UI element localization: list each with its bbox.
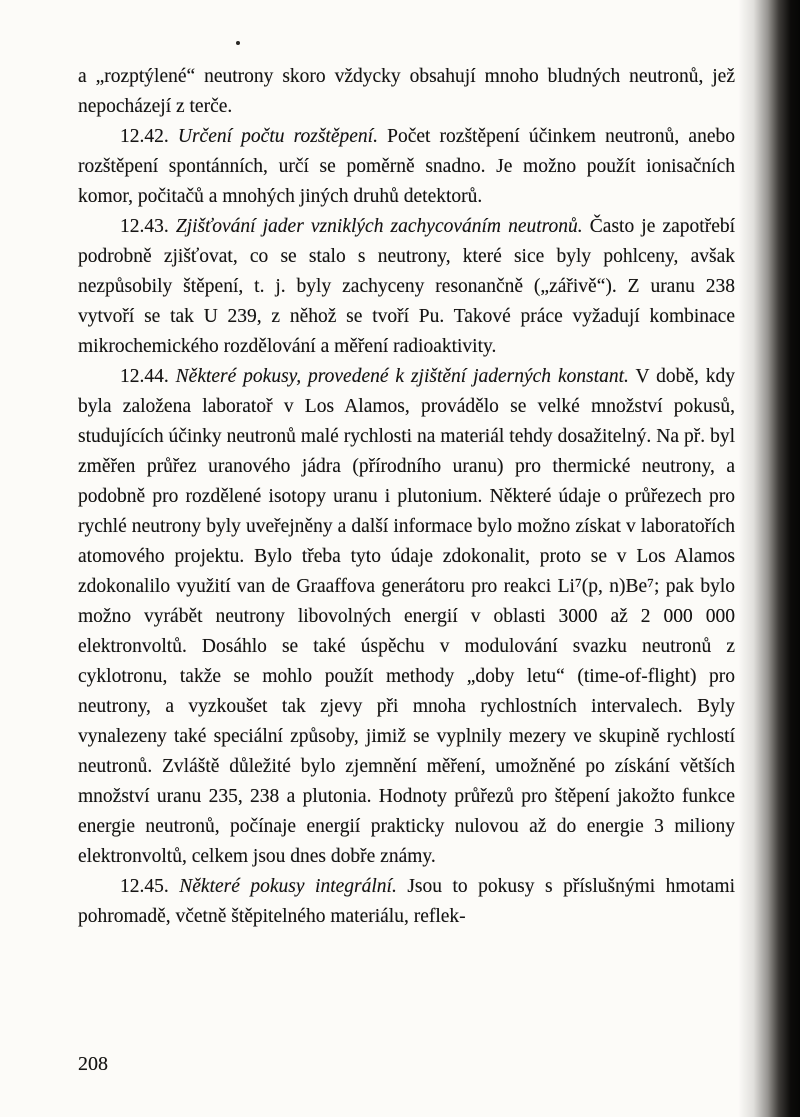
section-number: 12.43. [120,216,169,237]
section-body: V době, kdy byla založena laboratoř v Los Alamos, provádělo se velké množství pokusů, studujících účinky neutronů malé rychlosti na materiál tehdy dosažitelný. Na př. byl změřen průřez uranového jádra (přírodního uranu) pro thermické neutrony, a podobně pro rozdělené isotopy uranu i plutonium. Některé údaje o průřezech pro rychlé neutrony byly uveřejněny a další informace bylo možno získat v laboratořích atomového projektu. Bylo třeba tyto údaje zdokonalit, proto se v Los Alamos zdokonalilo využití van de Graaffova generátoru pro reakci Li⁷(p, n)Be⁷; pak bylo možno vyrábět neutrony libovolných energií v oblasti 3000 až 2 000 000 elektronvoltů. Dosáhlo se také úspěchu v modulování svazku neutronů z cyklotronu, takže se mohlo použít methody „doby letu“ (time-of-flight) pro neutrony, a vyzkoušet tak zjevy při mnoha rychlostních intervalech. Byly vynalezeny také speciální způsoby, jimiž se vyplnily mezery ve skupině rychlostí neutronů. Zvláště důležité bylo zjemnění měření, umožněné po získání větších množství uranu 235, 238 a plutonia. Hodnoty průřezů pro štěpení jakožto funkce energie neutronů, počínaje energií prakticky nulovou až do energie 3 miliony elektronvoltů, celkem jsou dnes dobře známy. [78,366,736,867]
section-number: 12.44. [120,366,169,387]
page-number: 208 [78,1053,108,1075]
scan-artifact-dot [236,41,240,45]
section-12-43 [78,212,735,362]
paragraph-continuation [78,62,735,122]
section-title: Některé pokusy integrální. [179,876,397,897]
page-text-block [78,62,735,932]
section-12-42 [78,122,735,212]
section-number: 12.45. [120,876,169,897]
section-body: Počet rozštěpení účinkem neutronů, anebo rozštěpení spontánních, určí se poměrně snadno. Je možno použít ionisačních komor, počitačů a mnohých jiných druhů detektorů. [78,126,735,207]
section-12-45 [78,872,735,932]
section-title: Některé pokusy, provedené k zjištění jaderných konstant. [175,366,629,387]
section-body: Jsou to pokusy s příslušnými hmotami pohromadě, včetně štěpitelného materiálu, reflek- [78,876,736,927]
book-gutter-shadow [738,0,800,1117]
section-number: 12.42. [120,126,169,147]
paragraph-text: a „rozptýlené“ neutrony skoro vždycky obsahují mnoho bludných neutronů, jež nepocházejí z terče. [78,66,735,117]
section-12-44 [78,362,735,872]
section-body: Často je zapotřebí podrobně zjišťovat, co se stalo s neutrony, které sice byly pohlceny, avšak nezpůsobily štěpení, t. j. byly zachyceny resonančně („zářivě“). Z uranu 238 vytvoří se tak U 239, z něhož se tvoří Pu. Takové práce vyžadují kombinace mikrochemického rozdělování a měření radioaktivity. [78,216,736,357]
section-title: Zjišťování jader vzniklých zachycováním neutronů. [175,216,583,237]
section-title: Určení počtu rozštěpení. [177,126,378,147]
